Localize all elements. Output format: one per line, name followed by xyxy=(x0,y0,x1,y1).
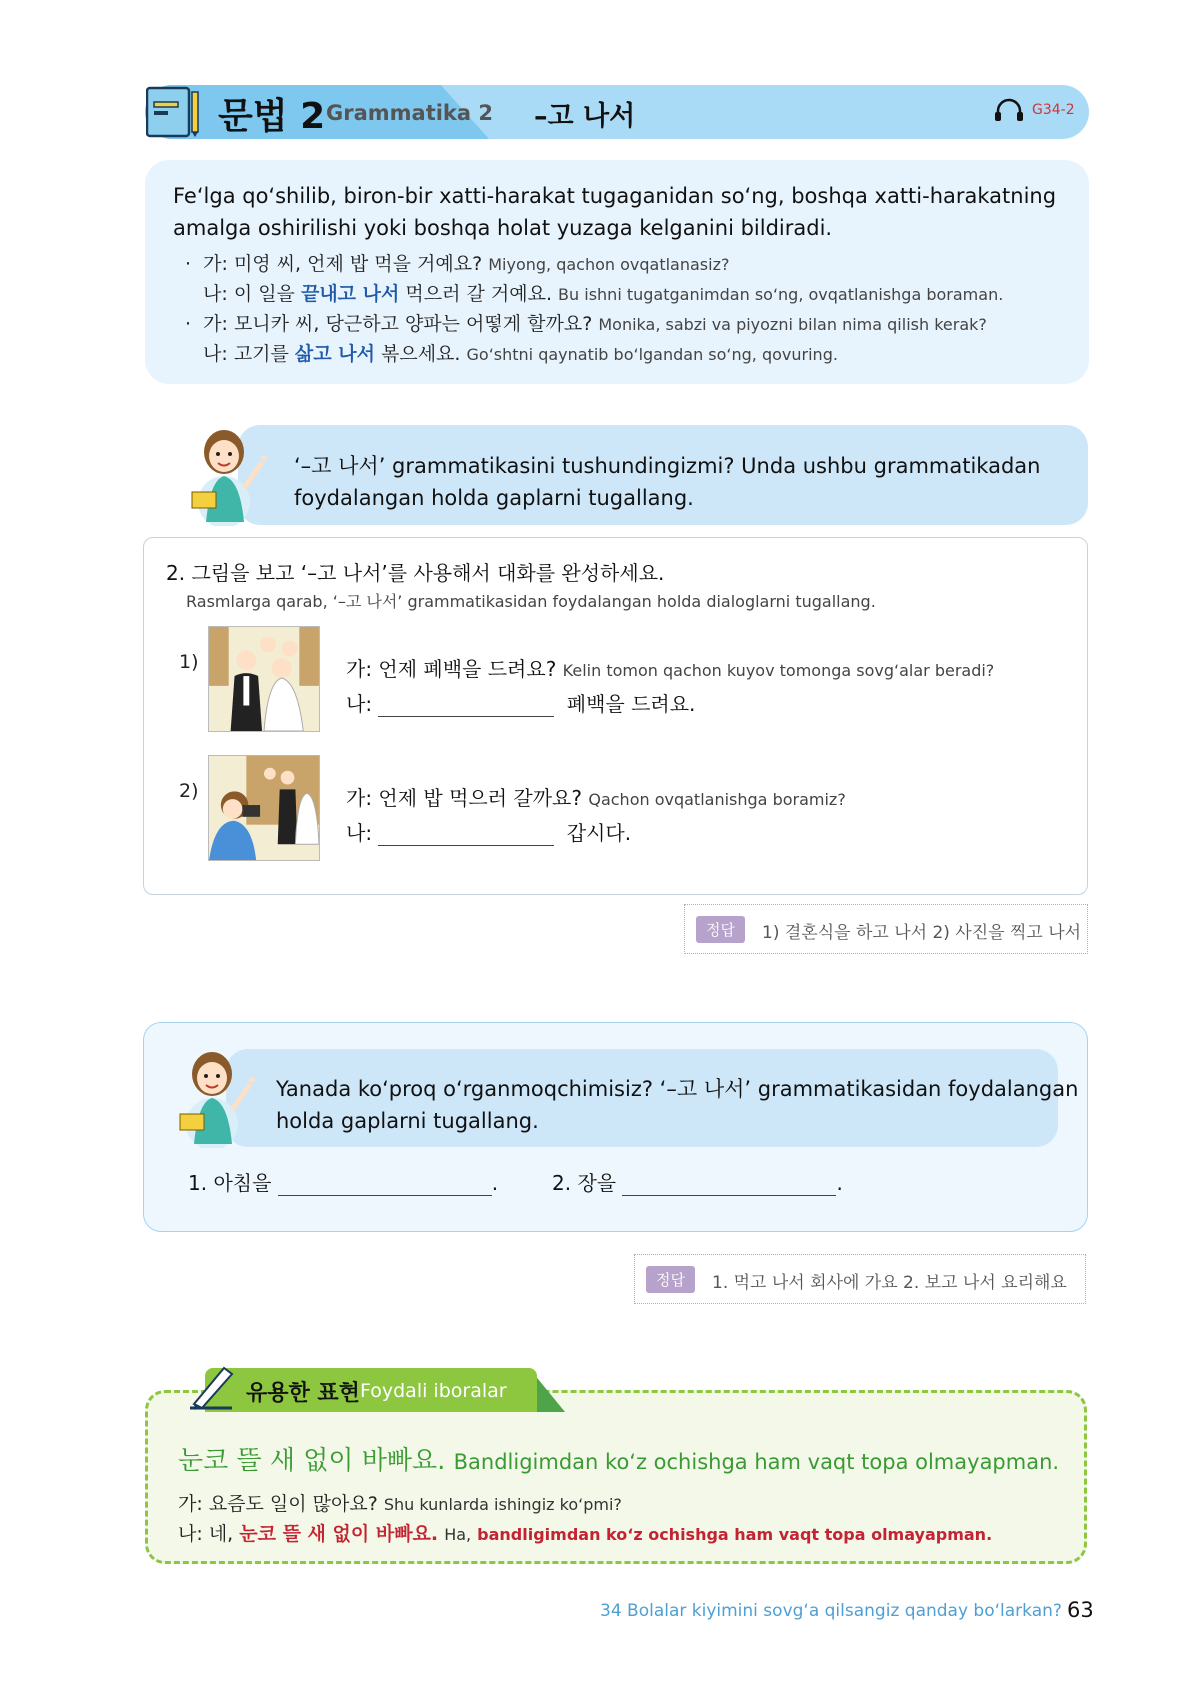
item-number: 1) xyxy=(179,651,199,673)
wedding-couple-image xyxy=(208,626,320,732)
answer-text: 1) 결혼식을 하고 나서 2) 사진을 찍고 나서 xyxy=(762,923,1082,943)
example-line: · 가: 모니카 씨, 당근하고 양파는 어떻게 할까요? Monika, sabzi va piyozni bilan nima qilish kerak? xyxy=(185,313,987,335)
exercise-heading-translation: Rasmlarga qarab, ‘–고 나서’ grammatikasidan foydalangan holda dialoglarni tugallang. xyxy=(186,592,876,611)
useful-title: 유용한 표현 xyxy=(246,1381,360,1406)
item-number: 2) xyxy=(179,780,199,802)
headphones-icon[interactable] xyxy=(994,98,1024,122)
teacher-illustration xyxy=(170,1044,264,1148)
example-line: 나: 고기를 삶고 나서 볶으세요. Go‘shtni qaynatib bo‘lgandan so‘ng, qovuring. xyxy=(203,343,838,365)
grammar-point: –고 나서 xyxy=(534,101,636,132)
answer-blank[interactable] xyxy=(378,826,554,846)
fill-item: 1. 아침을 . xyxy=(188,1171,499,1195)
grammar-section-title: 문법 2 xyxy=(218,96,326,137)
dialogue-answer: 나: 폐백을 드려요. xyxy=(346,692,696,716)
example-line: 나: 이 일을 끝내고 나서 먹으러 갈 거예요. Bu ishni tugatganimdan so‘ng, ovqatlanishga boraman. xyxy=(203,283,1004,305)
prompt-text: Yanada ko‘proq o‘rganmoqchimisiz? ‘–고 나서’ grammatikasidan foydalangan xyxy=(276,1077,1079,1101)
explanation-text: Fe‘lga qo‘shilib, biron-bir xatti-harakat tugaganidan so‘ng, boshqa xatti-harakatning amalga oshirilishi yoki boshqa holat yuzaga kelganini bildiradi. xyxy=(173,184,1057,240)
answer-badge: 정답 xyxy=(696,916,745,943)
pencil-icon xyxy=(186,1360,236,1412)
useful-main-expression: 눈코 뜰 새 없이 바빠요. Bandligimdan ko‘z ochishga ham vaqt topa olmayapman. xyxy=(178,1446,1060,1476)
example-line: · 가: 미영 씨, 언제 밥 먹을 거예요? Miyong, qachon ovqatlanasiz? xyxy=(185,253,730,275)
page-number: 63 xyxy=(1067,1598,1094,1622)
prompt-text: ‘–고 나서’ grammatikasini tushundingizmi? Unda ushbu grammatikadan xyxy=(294,454,1041,478)
chapter-footer: 34 Bolalar kiyimini sovg‘a qilsangiz qanday bo‘larkan? xyxy=(600,1601,1062,1621)
audio-track-label[interactable]: G34-2 xyxy=(1032,102,1075,118)
exercise-heading: 2. 그림을 보고 ‘–고 나서’를 사용해서 대화를 완성하세요. xyxy=(166,561,665,585)
prompt-text: holda gaplarni tugallang. xyxy=(276,1109,539,1133)
book-icon xyxy=(146,86,200,138)
dialogue-question: 가: 언제 폐백을 드려요? Kelin tomon qachon kuyov tomonga sovg‘alar beradi? xyxy=(346,657,995,681)
prompt-text: foydalangan holda gaplarni tugallang. xyxy=(294,486,694,510)
useful-dialogue-answer: 나: 네, 눈코 뜰 새 없이 바빠요. Ha, bandligimdan ko‘z ochishga ham vaqt topa olmayapman. xyxy=(178,1523,993,1545)
grammar-section-subtitle: Grammatika 2 xyxy=(326,101,493,125)
dialogue-answer: 나: 갑시다. xyxy=(346,821,632,845)
fill-blank[interactable] xyxy=(278,1176,492,1196)
useful-subtitle: Foydali iboralar xyxy=(360,1380,507,1402)
useful-dialogue-question: 가: 요즘도 일이 많아요? Shu kunlarda ishingiz ko‘pmi? xyxy=(178,1493,622,1515)
answer-text: 1. 먹고 나서 회사에 가요 2. 보고 나서 요리해요 xyxy=(712,1273,1067,1293)
wedding-photo-image xyxy=(208,755,320,861)
answer-blank[interactable] xyxy=(378,697,554,717)
fill-item: 2. 장을 . xyxy=(552,1171,843,1195)
teacher-illustration xyxy=(182,422,276,526)
answer-badge: 정답 xyxy=(646,1266,695,1293)
fill-blank[interactable] xyxy=(622,1176,836,1196)
dialogue-question: 가: 언제 밥 먹으러 갈까요? Qachon ovqatlanishga boramiz? xyxy=(346,786,846,810)
